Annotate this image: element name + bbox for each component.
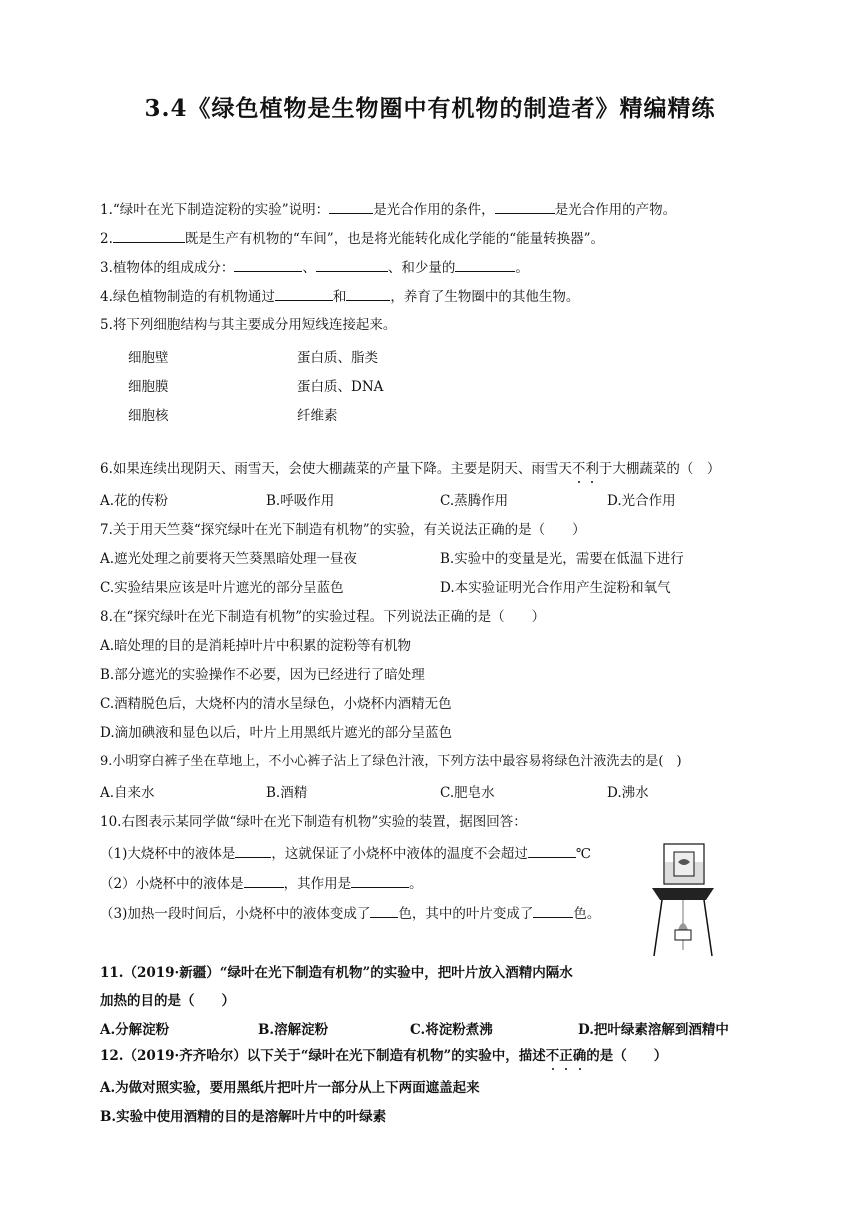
answer-blank[interactable] — [455, 258, 515, 272]
option-c[interactable]: C.肥皂水 — [440, 785, 495, 801]
q10-s2-text-c: 。 — [409, 876, 423, 892]
emphasis-char: 利 — [585, 461, 599, 477]
q2-text-a: 2. — [100, 231, 113, 247]
q10-s2-text-a: （2）小烧杯中的液体是 — [100, 876, 244, 892]
option-d[interactable]: D.光合作用 — [607, 493, 676, 509]
answer-blank[interactable] — [234, 258, 302, 272]
answer-blank[interactable] — [316, 258, 388, 272]
option-a[interactable]: A.为做对照实验，要用黑纸片把叶片一部分从上下两面遮盖起来 — [100, 1080, 480, 1096]
option-b[interactable]: B.呼吸作用 — [266, 493, 335, 509]
question-10-sub-1 — [100, 844, 591, 863]
q1-text-b: 是光合作用的条件， — [373, 202, 495, 218]
question-4 — [100, 287, 579, 306]
answer-blank[interactable] — [370, 904, 398, 918]
match-left-item: 细胞膜 — [128, 379, 169, 395]
option-b[interactable]: B.酒精 — [266, 785, 308, 801]
option-c[interactable]: C.将淀粉煮沸 — [410, 1022, 493, 1038]
emphasis-char: 确 — [572, 1048, 587, 1064]
q12-text-a: 12.（2019·齐齐哈尔）以下关于“绿叶在光下制造有机物”的实验中，描述 — [100, 1048, 546, 1064]
option-d[interactable]: D.沸水 — [607, 785, 649, 801]
q10-s3-text-c: 色。 — [573, 906, 601, 922]
option-c[interactable]: C.酒精脱色后，大烧杯内的清水呈绿色，小烧杯内酒精无色 — [100, 696, 452, 712]
q3-text-d: 。 — [515, 260, 529, 276]
match-right-item: 蛋白质、DNA — [297, 379, 384, 395]
q12-text-b: 的是（ ） — [586, 1048, 668, 1064]
match-right-item: 纤维素 — [297, 408, 338, 424]
alcohol-lamp — [675, 930, 691, 940]
question-5-stem: 5.将下列细胞结构与其主要成分用短线连接起来。 — [100, 317, 397, 333]
q10-s3-text-a: （3)加热一段时间后，小烧杯中的液体变成了 — [100, 906, 371, 922]
question-1 — [100, 200, 676, 219]
q3-text-c: 、和少量的 — [387, 260, 456, 276]
question-7-stem: 7.关于用天竺葵“探究绿叶在光下制造有机物”的实验，有关说法正确的是（ ） — [100, 522, 586, 538]
page-title: 3.4《绿色植物是生物圈中有机物的制造者》精编精练 — [144, 95, 716, 122]
option-a[interactable]: A.遮光处理之前要将天竺葵黑暗处理一昼夜 — [100, 551, 358, 567]
match-left-item: 细胞壁 — [128, 350, 169, 366]
answer-blank[interactable] — [244, 874, 284, 888]
q6-text-b: 于大棚蔬菜的（ ） — [598, 461, 721, 477]
question-12 — [100, 1047, 667, 1065]
option-b[interactable]: B.实验中使用酒精的目的是溶解叶片中的叶绿素 — [100, 1109, 387, 1125]
q1-text-c: 是光合作用的产物。 — [554, 202, 677, 218]
flame — [678, 923, 688, 930]
answer-blank[interactable] — [235, 844, 271, 858]
gauze-pad — [652, 888, 714, 900]
q3-text-a: 3.植物体的组成成分： — [100, 260, 235, 276]
option-a[interactable]: A.花的传粉 — [100, 493, 169, 509]
option-b[interactable]: B.部分遮光的实验操作不必要，因为已经进行了暗处理 — [100, 667, 425, 683]
question-11-line-2: 加热的目的是（ ） — [100, 993, 235, 1009]
q4-text-a: 4.绿色植物制造的有机物通过 — [100, 289, 275, 305]
option-d[interactable]: D.把叶绿素溶解到酒精中 — [578, 1022, 729, 1038]
question-10-stem: 10.右图表示某同学做“绿叶在光下制造有机物”实验的装置，据图回答： — [100, 814, 527, 830]
option-c[interactable]: C.蒸腾作用 — [440, 493, 509, 509]
question-6 — [100, 460, 720, 478]
question-8-stem: 8.在“探究绿叶在光下制造有机物”的实验过程。下列说法正确的是（ ） — [100, 609, 546, 625]
option-a[interactable]: A.分解淀粉 — [100, 1022, 170, 1038]
emphasis-char: 正 — [559, 1048, 573, 1064]
emphasis-char: 不 — [571, 461, 586, 477]
q10-s2-text-b: ，其作用是 — [283, 876, 352, 892]
q10-s3-text-b: 色，其中的叶片变成了 — [398, 906, 534, 922]
q3-text-b: 、 — [302, 260, 316, 276]
question-10-sub-3 — [100, 904, 600, 923]
q2-text-b: 既是生产有机物的“车间”，也是将光能转化成化学能的“能量转换器”。 — [184, 231, 604, 247]
answer-blank[interactable] — [275, 287, 333, 301]
option-d[interactable]: D.本实验证明光合作用产生淀粉和氧气 — [440, 580, 671, 596]
q4-text-b: 和 — [332, 289, 347, 305]
tripod-leg — [704, 900, 712, 956]
q1-text-a: 1.“绿叶在光下制造淀粉的实验”说明： — [100, 202, 330, 218]
q10-s1-text-b: ，这就保证了小烧杯中液体的温度不会超过 — [271, 846, 528, 862]
answer-blank[interactable] — [533, 904, 573, 918]
option-a[interactable]: A.暗处理的目的是消耗掉叶片中积累的淀粉等有机物 — [100, 638, 412, 654]
question-10-sub-2 — [100, 874, 423, 893]
answer-blank[interactable] — [495, 200, 555, 214]
question-3 — [100, 258, 529, 277]
question-2 — [100, 229, 604, 248]
question-11-line-1: 11.（2019·新疆）“绿叶在光下制造有机物”的实验中，把叶片放入酒精内隔水 — [100, 965, 573, 981]
answer-blank[interactable] — [351, 874, 409, 888]
option-a[interactable]: A.自来水 — [100, 785, 155, 801]
tripod-leg — [654, 900, 662, 956]
question-9-stem: 9.小明穿白裤子坐在草地上，不小心裤子沾上了绿色汁液，下列方法中最容易将绿色汁液洗去的是( ) — [100, 754, 682, 769]
q10-s1-text-c: ℃ — [575, 846, 591, 862]
answer-blank[interactable] — [329, 200, 373, 214]
option-d[interactable]: D.滴加碘液和显色以后，叶片上用黑纸片遮光的部分呈蓝色 — [100, 725, 453, 741]
q6-text-a: 6.如果连续出现阴天、雨雪天，会使大棚蔬菜的产量下降。主要是阴天、雨雪天 — [100, 461, 572, 477]
answer-blank[interactable] — [346, 287, 390, 301]
q4-text-c: ，养育了生物圈中的其他生物。 — [390, 289, 580, 305]
q10-s1-text-a: （1)大烧杯中的液体是 — [100, 846, 236, 862]
emphasis-char: 不 — [545, 1048, 560, 1064]
match-right-item: 蛋白质、脂类 — [297, 350, 378, 366]
option-b[interactable]: B.溶解淀粉 — [258, 1022, 329, 1038]
option-c[interactable]: C.实验结果应该是叶片遮光的部分呈蓝色 — [100, 580, 344, 596]
answer-blank[interactable] — [113, 229, 185, 243]
answer-blank[interactable] — [528, 844, 576, 858]
apparatus-figure — [650, 838, 716, 958]
option-b[interactable]: B.实验中的变量是光，需要在低温下进行 — [440, 551, 684, 567]
match-left-item: 细胞核 — [128, 408, 169, 424]
